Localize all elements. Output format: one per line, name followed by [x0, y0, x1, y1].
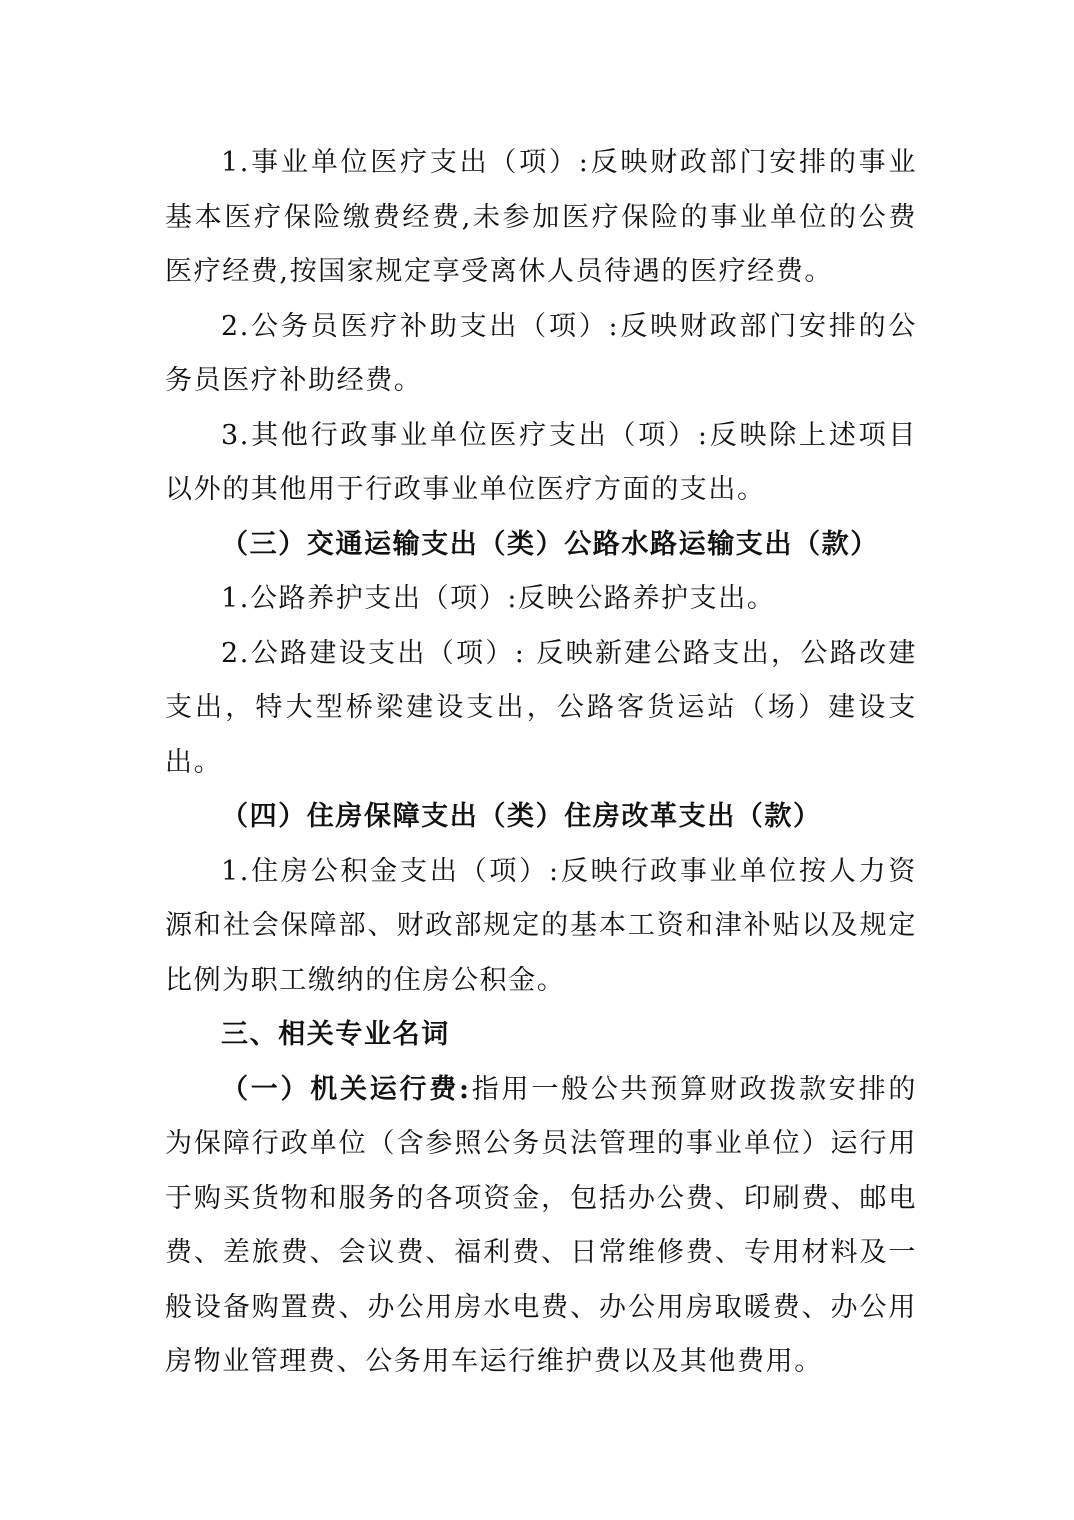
term-definition: 指用一般公共预算财政拨款安排的为保障行政单位（含参照公务员法管理的事业单位）运行用于购买货物和服务的各项资金，包括办公费、印刷费、邮电费、差旅费、会议费、福利费、日常维修费、专用材料及一般设备购置费、办公用房水电费、办公用房取暖费、办公用房物业管理费、公务用车运行维护费以及其他费用。: [165, 1073, 918, 1377]
document-page: [165, 136, 917, 1390]
term-operating-cost: （一）机关运行费:: [221, 1073, 471, 1105]
paragraph-road-maintenance: 1.公路养护支出（项）:反映公路养护支出。: [221, 583, 776, 614]
heading-terms: 三、相关专业名词: [221, 1019, 450, 1050]
heading-housing: （四）住房保障支出（类）住房改革支出（款）: [221, 801, 822, 832]
paragraph-medical-institution: 1.事业单位医疗支出（项）:反映财政部门安排的事业基本医疗保险缴费经费,未参加医疗保险的事业单位的公费医疗经费,按国家规定享受离休人员待遇的医疗经费。: [165, 147, 917, 287]
paragraph-road-construction: 2.公路建设支出（项）: 反映新建公路支出，公路改建支出，特大型桥梁建设支出，公路客货运站（场）建设支出。: [165, 637, 917, 778]
paragraph-civil-servant-medical: 2.公务员医疗补助支出（项）:反映财政部门安排的公务员医疗补助经费。: [165, 310, 917, 396]
paragraph-operating-cost: [165, 1063, 917, 1390]
paragraph-housing-fund: 1.住房公积金支出（项）:反映行政事业单位按人力资源和社会保障部、财政部规定的基本工资和津补贴以及规定比例为职工缴纳的住房公积金。: [165, 855, 917, 996]
paragraph-other-medical: 3.其他行政事业单位医疗支出（项）:反映除上述项目以外的其他用于行政事业单位医疗方面的支出。: [165, 419, 917, 505]
heading-transport: （三）交通运输支出（类）公路水路运输支出（款）: [221, 528, 879, 560]
